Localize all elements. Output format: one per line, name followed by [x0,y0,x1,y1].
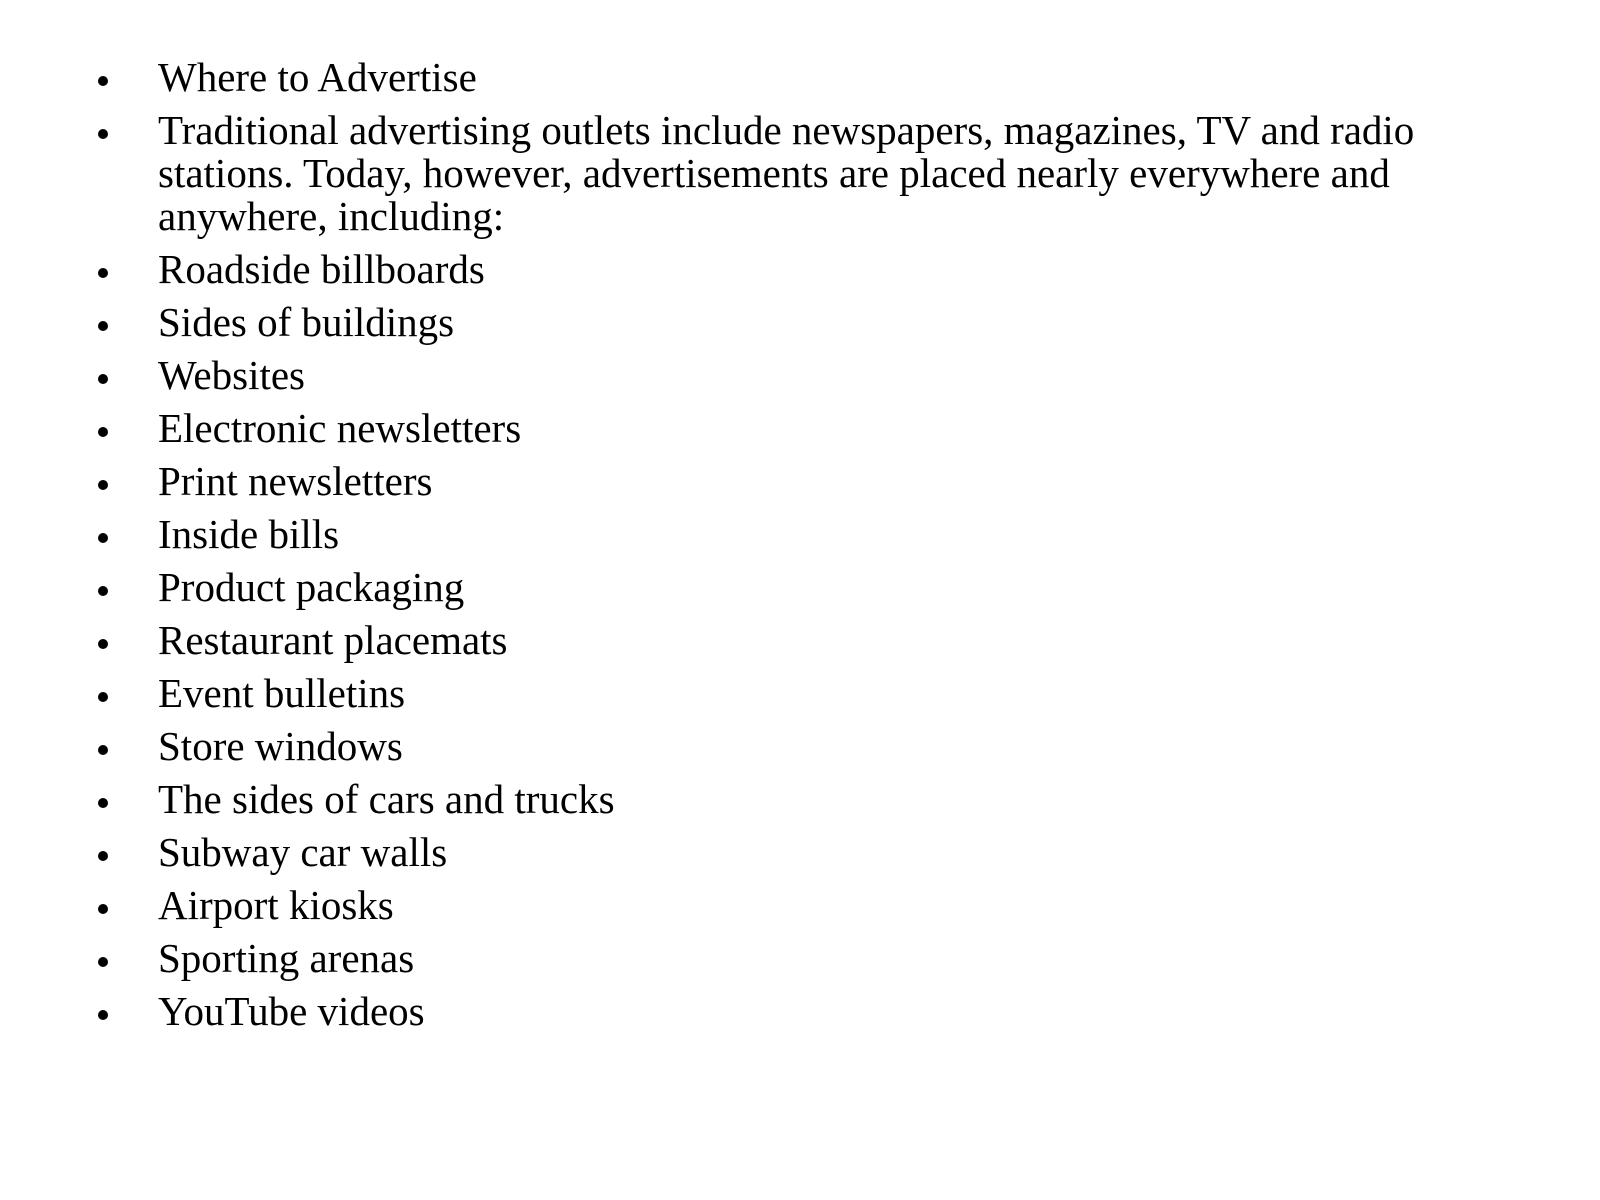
list-item-text: YouTube videos [158,988,425,1034]
bullet-icon [98,1010,108,1020]
list-item-text: Store windows [158,723,403,769]
bullet-icon [98,851,108,861]
list-item [0,56,1600,99]
list-item-text: Subway car walls [158,829,448,875]
bullet-icon [98,76,108,86]
list-item-text: Sides of buildings [158,299,455,345]
bullet-icon [98,427,108,437]
list-item-text: Restaurant placemats [158,617,508,663]
bullet-icon [98,692,108,702]
list-item [0,566,1600,609]
list-item [0,460,1600,503]
bullet-icon [98,957,108,967]
bullet-icon [98,480,108,490]
list-item [0,672,1600,715]
list-item [0,248,1600,291]
list-item [0,354,1600,397]
bullet-icon [98,586,108,596]
list-item [0,937,1600,980]
bullet-icon [98,321,108,331]
list-item-text: Airport kiosks [158,882,394,928]
list-item [0,831,1600,874]
list-item-text: Traditional advertising outlets include newspapers, magazines, TV and radio stations. Today, however, advertisements are placed nearly everywhere and anywhere, including: [158,107,1415,239]
list-item [0,778,1600,821]
bullet-icon [98,904,108,914]
list-item [0,884,1600,927]
list-item [0,513,1600,556]
bullet-icon [98,639,108,649]
bullet-icon [98,268,108,278]
bullet-icon [98,374,108,384]
list-item-text: Sporting arenas [158,935,415,981]
list-item-text: Event bulletins [158,670,406,716]
list-item [0,301,1600,344]
list-item-text: Roadside billboards [158,246,485,292]
list-item-text: Product packaging [158,564,465,610]
list-item-text: The sides of cars and trucks [158,776,615,822]
list-item [0,109,1600,238]
list-item-text: Print newsletters [158,458,433,504]
bullet-icon [98,798,108,808]
list-item-text: Inside bills [158,511,340,557]
list-item [0,619,1600,662]
list-item-text: Where to Advertise [158,54,477,100]
list-item [0,407,1600,450]
bullet-icon [98,129,108,139]
list-item-text: Websites [158,352,306,398]
bullet-list [0,56,1600,1043]
bullet-icon [98,745,108,755]
list-item-text: Electronic newsletters [158,405,522,451]
list-item [0,725,1600,768]
bullet-icon [98,533,108,543]
list-item [0,990,1600,1033]
